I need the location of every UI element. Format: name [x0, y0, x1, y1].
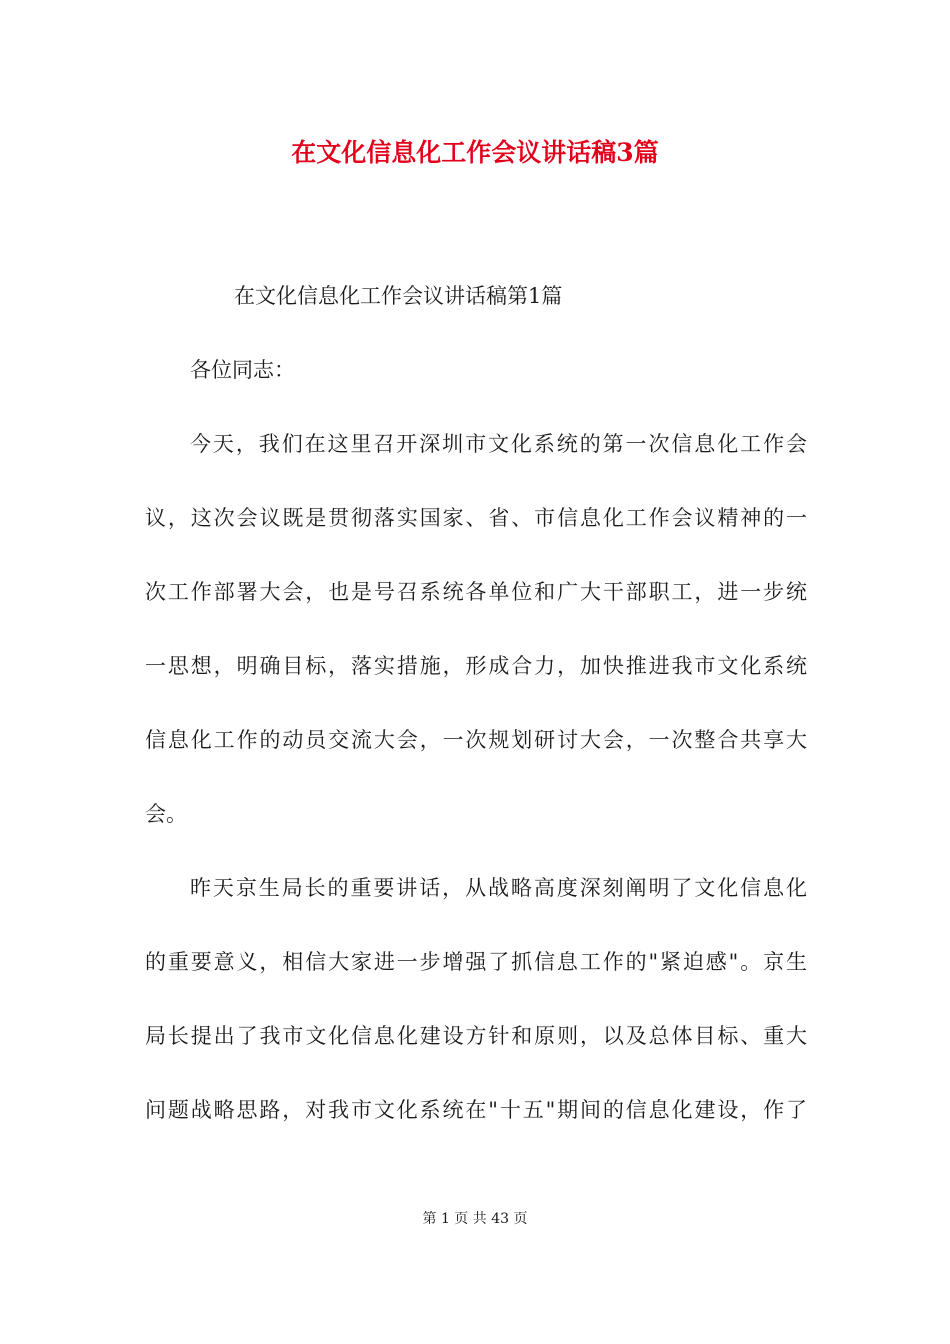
salutation: 各位同志： — [190, 358, 295, 382]
paragraph-line: 次工作部署大会，也是号召系统各单位和广大干部职工，进一步统 — [145, 580, 807, 604]
paragraph-line: 今天，我们在这里召开深圳市文化系统的第一次信息化工作会 — [190, 432, 807, 456]
paragraph-line: 昨天京生局长的重要讲话，从战略高度深刻阐明了文化信息化 — [190, 876, 807, 900]
page-footer: 第 1 页 共 43 页 — [422, 1211, 528, 1227]
paragraph-line: 会。 — [145, 802, 187, 826]
section-heading: 在文化信息化工作会议讲话稿第1篇 — [234, 284, 563, 308]
paragraph-line: 的重要意义，相信大家进一步增强了抓信息工作的"紧迫感"。京生 — [145, 950, 807, 974]
paragraph-line: 局长提出了我市文化信息化建设方针和原则，以及总体目标、重大 — [145, 1024, 807, 1048]
paragraph-line: 问题战略思路，对我市文化系统在"十五"期间的信息化建设，作了 — [145, 1098, 807, 1122]
paragraph-line: 一思想，明确目标，落实措施，形成合力，加快推进我市文化系统 — [145, 654, 807, 678]
paragraph-line: 信息化工作的动员交流大会，一次规划研讨大会，一次整合共享大 — [145, 728, 807, 752]
paragraph-line: 议，这次会议既是贯彻落实国家、省、市信息化工作会议精神的一 — [145, 506, 807, 530]
document-title: 在文化信息化工作会议讲话稿3篇 — [291, 138, 659, 167]
